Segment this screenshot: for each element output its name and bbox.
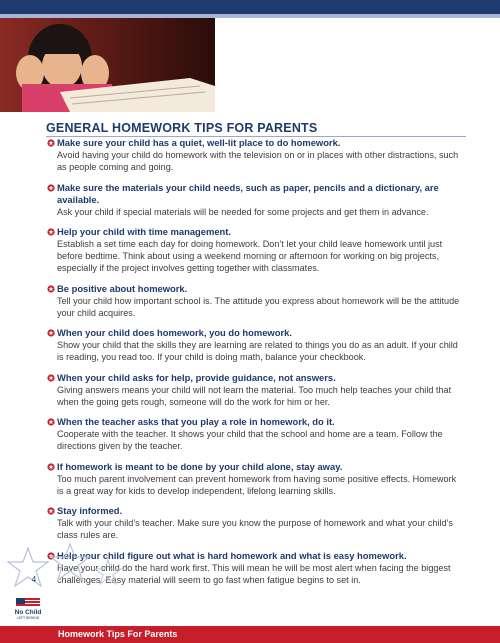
tip-body: Have your child do the hard work first. This will mean he will be most alert when facing the biggest challenges. Easy material will seem to go fast when fatigue begins to set in. bbox=[57, 562, 451, 585]
tip-body: Show your child that the skills they are learning are related to things you do as an adult. If your child is reading, you read too. If your child is doing math, balance your checkbook. bbox=[57, 340, 458, 362]
circle-star-bullet-icon bbox=[47, 329, 55, 337]
header-photo bbox=[0, 18, 215, 112]
child-studying-photo bbox=[0, 18, 215, 112]
tip-title bbox=[47, 283, 465, 295]
tip-item bbox=[47, 505, 465, 541]
circle-star-bullet-icon bbox=[47, 374, 55, 382]
circle-star-bullet-icon bbox=[47, 228, 55, 236]
tip-title bbox=[47, 327, 465, 339]
tip-title bbox=[47, 226, 465, 238]
tip-body: Establish a set time each day for doing homework. Don’t let your child leave homework until just before bedtime. Think about using a weekend morning or afternoon for working on big projects, especially if the project involves getting together with classmates. bbox=[57, 239, 443, 273]
circle-star-bullet-icon bbox=[47, 184, 55, 192]
tips-list bbox=[47, 137, 465, 594]
circle-star-bullet-icon bbox=[47, 418, 55, 426]
tip-body: Tell your child how important school is. The attitude you express about homework will be the attitude your child acquires. bbox=[57, 295, 460, 318]
tip-title-text: Help your child figure out what is hard homework and what is easy homework. bbox=[57, 549, 407, 561]
tip-body: Giving answers means your child will not learn the material. Too much help teaches your child that when the going gets rough, someone will do the work for him or her. bbox=[57, 384, 452, 407]
tip-item bbox=[47, 137, 465, 173]
tip-body: Cooperate with the teacher. It shows your child that the school and home are a team. Follow the directions given by the teacher. bbox=[57, 429, 443, 451]
tip-title bbox=[47, 372, 465, 384]
decorative-stars-icon bbox=[0, 540, 140, 600]
tip-item bbox=[47, 461, 465, 497]
tip-title bbox=[47, 137, 465, 149]
tip-title-text: If homework is meant to be done by your child alone, stay away. bbox=[57, 460, 343, 472]
tip-title-text: Make sure your child has a quiet, well-lit place to do homework. bbox=[57, 137, 341, 148]
logo-text: No Child bbox=[14, 609, 42, 616]
circle-star-bullet-icon bbox=[47, 285, 55, 293]
page-heading: GENERAL HOMEWORK TIPS FOR PARENTS bbox=[46, 121, 466, 137]
logo-subtext: LEFT BEHIND bbox=[16, 616, 40, 620]
tip-item bbox=[47, 416, 465, 452]
tip-title bbox=[47, 416, 465, 428]
tip-title-text: When your child asks for help, provide guidance, not answers. bbox=[57, 371, 336, 383]
tip-item bbox=[47, 226, 465, 274]
top-band bbox=[0, 0, 500, 14]
circle-star-bullet-icon bbox=[47, 139, 55, 147]
footer-title: Homework Tips For Parents bbox=[58, 629, 178, 639]
circle-star-bullet-icon bbox=[47, 507, 55, 515]
tip-title-text: When your child does homework, you do homework. bbox=[57, 327, 292, 338]
tip-title bbox=[47, 505, 465, 517]
tip-body: Too much parent involvement can prevent homework from having some positive effects. Homework is a great way for kids to develop independent, lifelong learning skills. bbox=[57, 473, 457, 496]
tip-item bbox=[47, 327, 465, 363]
tip-title-text: Stay informed. bbox=[57, 505, 123, 516]
tip-item bbox=[47, 372, 465, 408]
circle-star-bullet-icon bbox=[47, 463, 55, 471]
tip-title bbox=[47, 182, 465, 206]
tip-item bbox=[47, 182, 465, 218]
tip-body: Avoid having your child do homework with the television on or in places with other distractions, such as people coming and going. bbox=[57, 150, 459, 172]
tip-title-text: When the teacher asks that you play a role in homework, do it. bbox=[57, 416, 335, 427]
page-number: 4 bbox=[31, 575, 37, 584]
tip-title-text: Make sure the materials your child needs, such as paper, pencils and a dictionary, are available. bbox=[57, 181, 439, 205]
tip-body: Talk with your child’s teacher. Make sure you know the purpose of homework and what your child’s class rules are. bbox=[57, 518, 453, 540]
tip-title-text: Help your child with time management. bbox=[57, 226, 231, 237]
tip-item bbox=[47, 283, 465, 319]
tip-body: Ask your child if special materials will be needed for some projects and get them in advance. bbox=[57, 206, 429, 217]
tip-title-text: Be positive about homework. bbox=[57, 282, 188, 294]
tip-title bbox=[47, 461, 465, 473]
